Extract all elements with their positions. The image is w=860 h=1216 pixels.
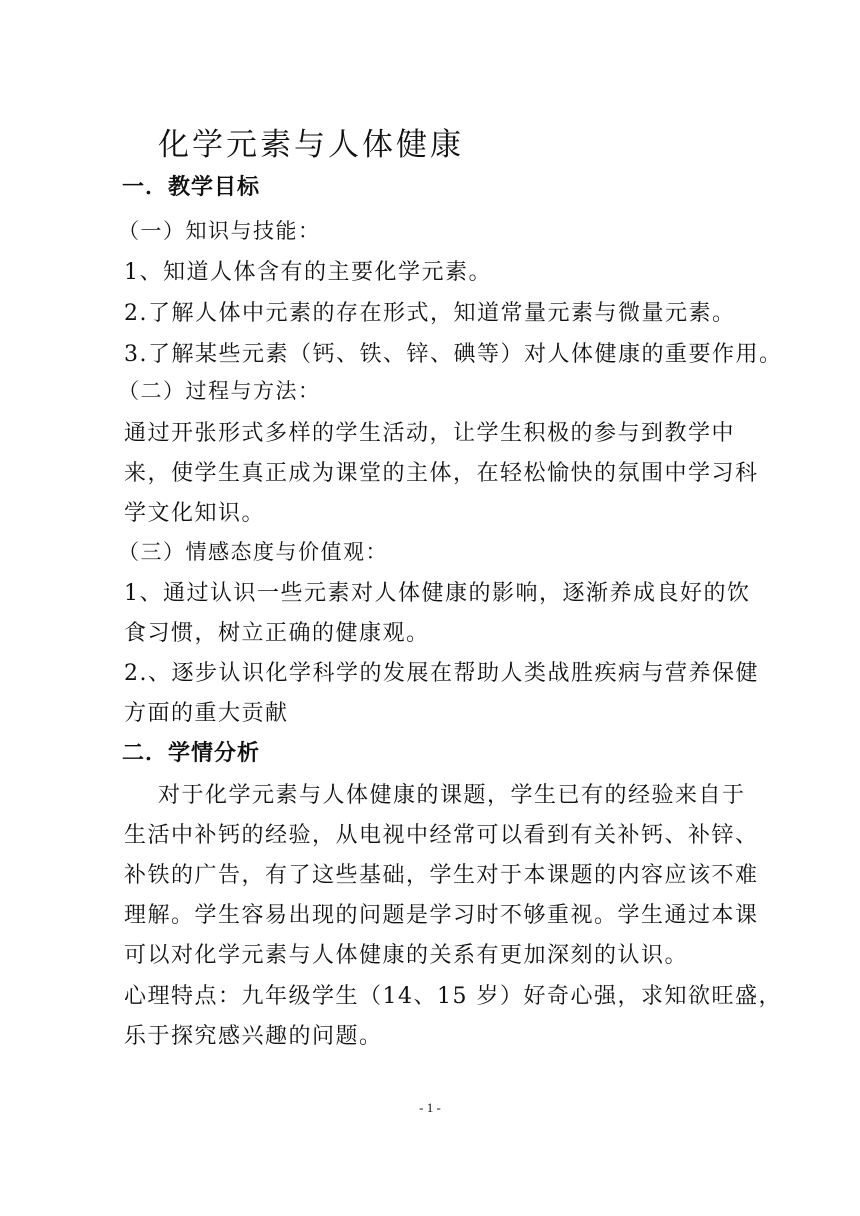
subheading-knowledge-skills: （一）知识与技能： [118,219,321,243]
paragraph-line: 心理特点：九年级学生（14、15 岁）好奇心强，求知欲旺盛， [124,984,782,1009]
paragraph-line: 2.了解人体中元素的存在形式，知道常量元素与微量元素。 [124,301,736,326]
paragraph-line: 理解。学生容易出现的问题是学习时不够重视。学生通过本课 [124,903,759,928]
paragraph-line: 生活中补钙的经验，从电视中经常可以看到有关补钙、补锌、 [124,823,759,848]
paragraph-line: 1、知道人体含有的主要化学元素。 [124,260,492,285]
paragraph-line: 3.了解某些元素（钙、铁、锌、碘等）对人体健康的重要作用。 [124,342,783,367]
paragraph-line: 来，使学生真正成为课堂的主体，在轻松愉快的氛围中学习科 [124,461,759,486]
paragraph-line: 方面的重大贡献 [124,701,289,726]
paragraph-line: 2.、逐步认识化学科学的发展在帮助人类战胜疾病与营养保健 [124,661,759,686]
paragraph-line: 对于化学元素与人体健康的课题，学生已有的经验来自于 [158,783,746,808]
paragraph-line: 乐于探究感兴趣的问题。 [124,1024,383,1049]
page-number: - 1 - [419,1100,441,1115]
section-heading-student-analysis: 二．学情分析 [122,741,261,766]
paragraph-line: 补铁的广告，有了这些基础，学生对于本课题的内容应该不难 [124,863,759,888]
paragraph-line: 1、通过认识一些元素对人体健康的影响，逐渐养成良好的饮 [124,581,751,606]
subheading-emotion-values: （三）情感态度与价值观： [118,540,388,564]
paragraph-line: 食习惯，树立正确的健康观。 [124,621,430,646]
subheading-process-method: （二）过程与方法： [118,379,321,403]
section-heading-teaching-goals: 一．教学目标 [122,175,261,200]
paragraph-line: 通过开张形式多样的学生活动，让学生积极的参与到教学中 [124,421,736,446]
paragraph-line: 学文化知识。 [124,501,266,526]
paragraph-line: 可以对化学元素与人体健康的关系有更加深刻的认识。 [124,943,689,968]
document-title: 化学元素与人体健康 [158,127,464,163]
